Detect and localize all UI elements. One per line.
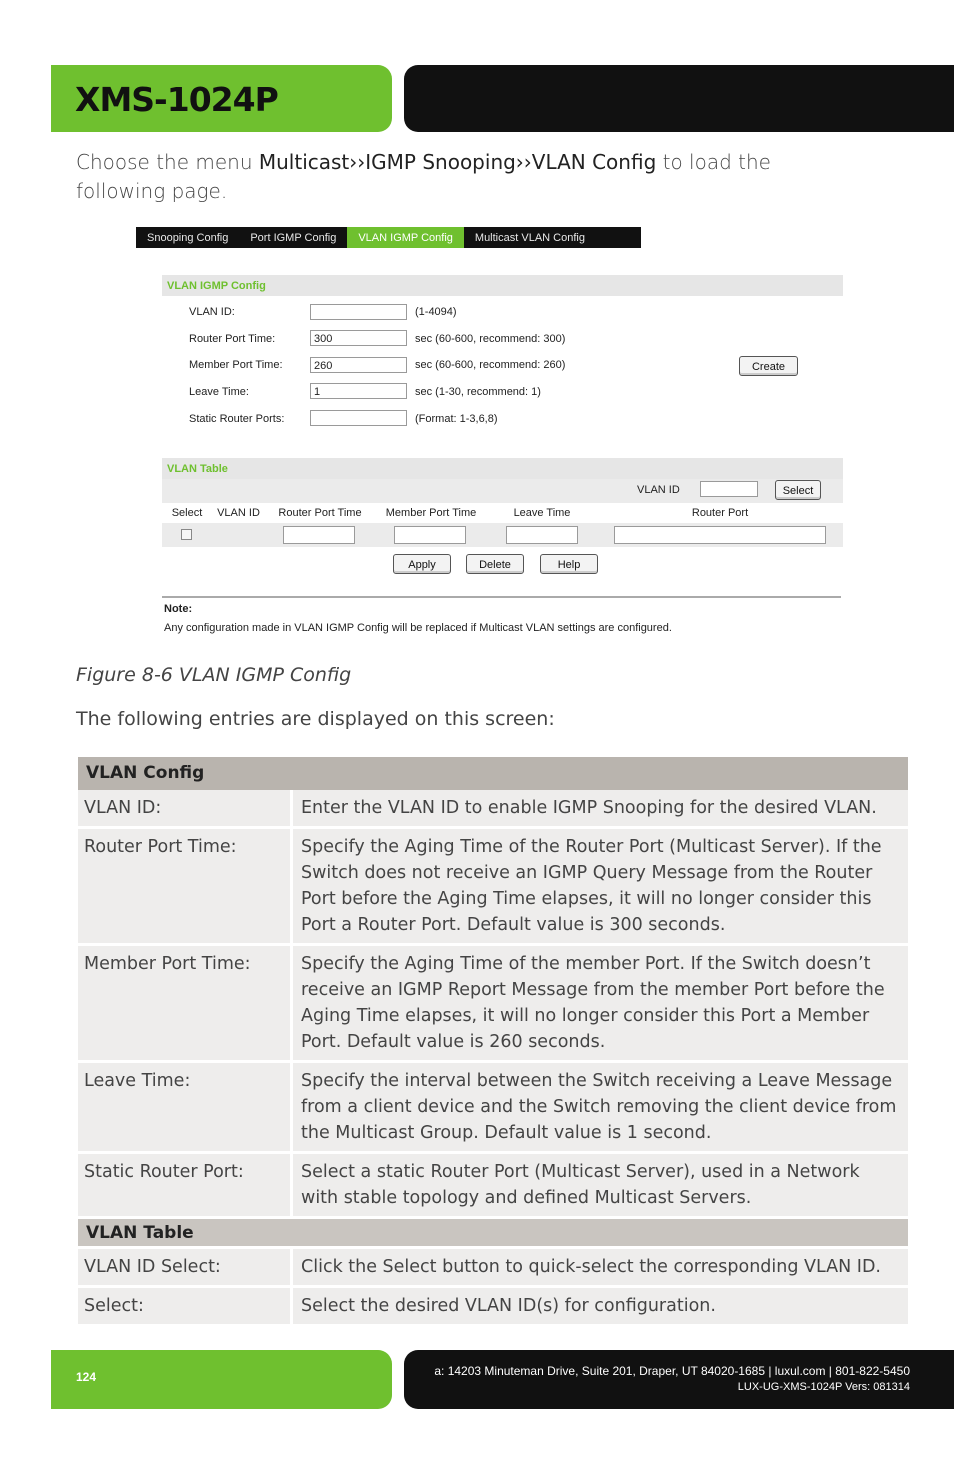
- vlan-igmp-config-header: VLAN IGMP Config: [162, 275, 843, 296]
- leave-time-hint: sec (1-30, recommend: 1): [415, 386, 541, 398]
- col-select: Select: [171, 507, 203, 519]
- footer-address: a: 14203 Minuteman Drive, Suite 201, Draper, UT 84020-1685 | luxul.com | 801-822-5450: [434, 1364, 910, 1378]
- filter-vlan-id-label: VLAN ID: [637, 484, 680, 496]
- intro-paragraph: [76, 148, 836, 206]
- term-member-port-time: Member Port Time:: [78, 946, 293, 1060]
- document-title: XMS-1024P: [75, 80, 278, 119]
- edit-router-port-input[interactable]: [614, 526, 826, 544]
- edit-member-port-time-input[interactable]: [394, 526, 466, 544]
- static-router-ports-hint: (Format: 1-3,6,8): [415, 413, 498, 425]
- table-row: [78, 946, 908, 1063]
- desc-vlan-id-select: Click the Select button to quick-select the corresponding VLAN ID.: [301, 1257, 881, 1277]
- figure-caption: Figure 8-6 VLAN IGMP Config: [76, 664, 352, 686]
- router-port-time-label: Router Port Time:: [189, 333, 276, 345]
- term-vlan-id-select: VLAN ID Select:: [78, 1249, 293, 1285]
- term-static-router-port: Static Router Port:: [78, 1154, 293, 1216]
- col-member-port-time: Member Port Time: [385, 507, 477, 519]
- select-all-checkbox[interactable]: [181, 529, 192, 540]
- footer-green-band: [51, 1350, 392, 1409]
- member-port-time-label: Member Port Time:: [189, 359, 283, 371]
- edit-leave-time-input[interactable]: [506, 526, 578, 544]
- help-button[interactable]: Help: [540, 554, 598, 574]
- vlan-id-hint: (1-4094): [415, 306, 457, 318]
- table-row: [78, 1288, 908, 1327]
- desc-select: Select the desired VLAN ID(s) for configuration.: [301, 1296, 716, 1316]
- term-select: Select:: [78, 1288, 293, 1324]
- term-vlan-id: VLAN ID:: [78, 790, 293, 826]
- edit-router-port-time-input[interactable]: [283, 526, 355, 544]
- vlan-id-label: VLAN ID:: [189, 306, 235, 318]
- note-title: Note:: [164, 603, 193, 615]
- tab-bar: [136, 227, 641, 248]
- header-black-band: [404, 65, 954, 132]
- col-router-port: Router Port: [691, 507, 749, 519]
- leave-time-label: Leave Time:: [189, 386, 249, 398]
- router-port-time-hint: sec (60-600, recommend: 300): [415, 333, 566, 345]
- footer-doc-ref: LUX-UG-XMS-1024P Vers: 081314: [737, 1381, 910, 1393]
- table-row: [78, 1063, 908, 1154]
- col-router-port-time: Router Port Time: [278, 507, 362, 519]
- desc-vlan-id: Enter the VLAN ID to enable IGMP Snooping for the desired VLAN.: [301, 798, 877, 818]
- menu-path: Multicast››IGMP Snooping››VLAN Config: [258, 150, 657, 174]
- apply-button[interactable]: Apply: [393, 554, 451, 574]
- vlan-id-input[interactable]: [310, 304, 407, 320]
- router-port-time-input[interactable]: 300: [310, 330, 407, 346]
- tab-multicast-vlan-config[interactable]: Multicast VLAN Config: [474, 232, 585, 244]
- footer-address-block: [434, 1363, 910, 1395]
- filter-vlan-id-input[interactable]: [700, 481, 758, 497]
- tab-port-igmp-config[interactable]: Port IGMP Config: [250, 232, 337, 244]
- desc-static-router-port: Select a static Router Port (Multicast Server), used in a Network with stable topology and defined Multicast Servers.: [301, 1162, 860, 1208]
- desc-member-port-time: Specify the Aging Time of the member Port. If the Switch doesn’t receive an IGMP Report Message from the member Port before the Aging Time elapses, it will no longer consider this Port a Member Port. Default value is 260 seconds.: [301, 954, 885, 1052]
- tab-snooping-config[interactable]: Snooping Config: [147, 232, 229, 244]
- vlan-table-section-header: VLAN Table: [78, 1219, 908, 1249]
- leave-time-input[interactable]: 1: [310, 383, 407, 399]
- member-port-time-input[interactable]: 260: [310, 357, 407, 373]
- table-row: [78, 829, 908, 946]
- table-row: [78, 1249, 908, 1288]
- term-leave-time: Leave Time:: [78, 1063, 293, 1151]
- note-text: Any configuration made in VLAN IGMP Config will be replaced if Multicast VLAN settings are configured.: [164, 622, 672, 634]
- static-router-ports-input[interactable]: [310, 410, 407, 426]
- create-button[interactable]: Create: [739, 356, 798, 376]
- definitions-table: [78, 757, 908, 1327]
- desc-leave-time: Specify the interval between the Switch receiving a Leave Message from a client device and the Switch removing the client device from the Multicast Group. Default value is 1 second.: [301, 1071, 897, 1143]
- static-router-ports-label: Static Router Ports:: [189, 413, 285, 425]
- col-vlan-id: VLAN ID: [217, 507, 260, 519]
- select-button[interactable]: Select: [775, 480, 821, 500]
- col-leave-time: Leave Time: [513, 507, 571, 519]
- tab-vlan-igmp-config[interactable]: VLAN IGMP Config: [347, 227, 464, 248]
- page-number: 124: [76, 1370, 97, 1384]
- table-row: [78, 1154, 908, 1219]
- table-row: [78, 790, 908, 829]
- vlan-config-section-header: VLAN Config: [78, 757, 908, 790]
- note-divider: [162, 596, 841, 598]
- member-port-time-hint: sec (60-600, recommend: 260): [415, 359, 566, 371]
- vlan-table-header: VLAN Table: [162, 458, 843, 479]
- intro-prefix: Choose the menu: [76, 150, 259, 174]
- lead-paragraph: The following entries are displayed on this screen:: [76, 708, 555, 730]
- desc-router-port-time: Specify the Aging Time of the Router Port (Multicast Server). If the Switch does not receive an IGMP Query Message from the Router Port before the Aging Time elapses, it will no longer consider this Port a Router Port. Default value is 300 seconds.: [301, 837, 882, 935]
- intro-suffix: to load the following page.: [76, 150, 771, 203]
- term-router-port-time: Router Port Time:: [78, 829, 293, 943]
- delete-button[interactable]: Delete: [466, 554, 524, 574]
